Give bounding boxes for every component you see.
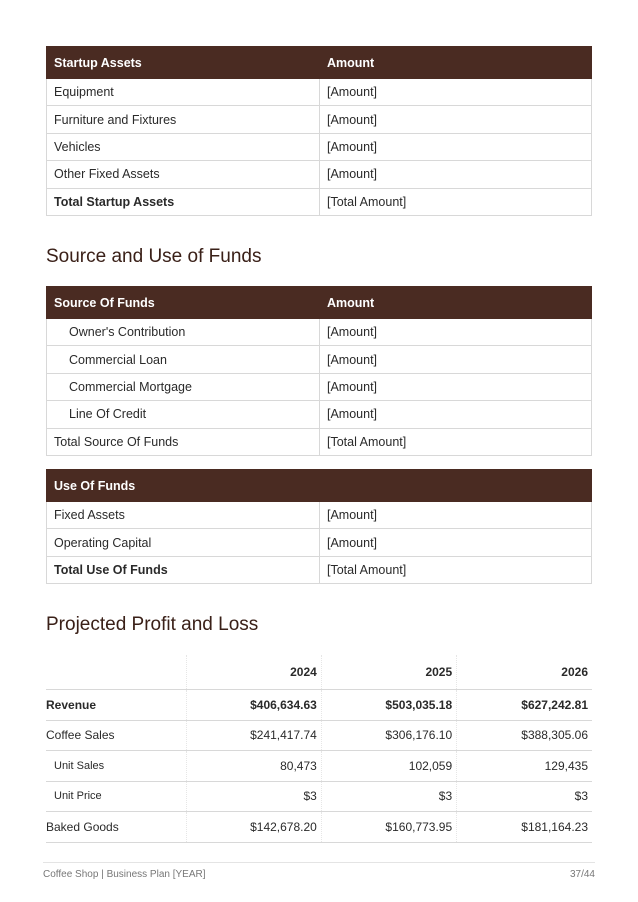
row-value: $406,634.63 — [186, 690, 321, 721]
column-header: Use Of Funds — [47, 470, 320, 502]
table-header-row — [47, 470, 592, 502]
table-row — [46, 690, 592, 721]
year-header: 2026 — [457, 655, 592, 690]
row-amount: [Amount] — [320, 502, 592, 529]
row-label: Operating Capital — [47, 529, 320, 556]
row-value: $388,305.06 — [457, 720, 592, 751]
table-row — [46, 812, 592, 843]
table-header-row — [47, 287, 592, 319]
table-row — [47, 502, 592, 529]
row-label: Other Fixed Assets — [47, 161, 320, 188]
row-amount: [Amount] — [320, 106, 592, 133]
column-header: Source Of Funds — [47, 287, 320, 319]
table-header-row — [46, 655, 592, 690]
footer-title: Coffee Shop | Business Plan [YEAR] — [43, 869, 206, 880]
row-value: 102,059 — [321, 751, 456, 782]
row-value: 129,435 — [457, 751, 592, 782]
table-row — [47, 161, 592, 188]
row-label: Commercial Loan — [47, 346, 320, 373]
row-value: $142,678.20 — [186, 812, 321, 843]
total-row — [47, 556, 592, 583]
row-value: $306,176.10 — [321, 720, 456, 751]
table-row — [47, 79, 592, 106]
column-header: Startup Assets — [47, 47, 320, 79]
year-header: 2025 — [321, 655, 456, 690]
row-label: Equipment — [47, 79, 320, 106]
page-number: 37/44 — [569, 869, 595, 880]
row-value: $3 — [457, 781, 592, 812]
row-amount: [Amount] — [320, 346, 592, 373]
row-label: Unit Price — [46, 781, 186, 812]
table-row — [47, 319, 592, 346]
row-label: Total Source Of Funds — [47, 428, 320, 455]
row-label: Furniture and Fixtures — [47, 106, 320, 133]
empty-header-cell — [46, 655, 186, 690]
total-row — [47, 188, 592, 215]
row-amount: [Total Amount] — [320, 428, 592, 455]
row-amount: [Amount] — [320, 401, 592, 428]
row-label: Coffee Sales — [46, 720, 186, 751]
section-heading: Source and Use of Funds — [46, 246, 262, 267]
table-row — [47, 373, 592, 400]
row-value: $241,417.74 — [186, 720, 321, 751]
table-row — [47, 529, 592, 556]
table-row — [47, 106, 592, 133]
table-header-row — [47, 47, 592, 79]
row-amount: [Amount] — [320, 373, 592, 400]
column-header: Amount — [320, 47, 592, 79]
row-amount: [Total Amount] — [320, 188, 592, 215]
column-header: Amount — [320, 287, 592, 319]
table-row — [47, 133, 592, 160]
row-value: $160,773.95 — [321, 812, 456, 843]
table-row — [46, 751, 592, 782]
row-label: Baked Goods — [46, 812, 186, 843]
table-row — [47, 346, 592, 373]
source-of-funds-table — [46, 286, 592, 456]
year-header: 2024 — [186, 655, 321, 690]
row-label: Unit Sales — [46, 751, 186, 782]
startup-assets-table — [46, 46, 592, 216]
row-value: $3 — [186, 781, 321, 812]
row-amount: [Amount] — [320, 79, 592, 106]
row-label: Fixed Assets — [47, 502, 320, 529]
row-label: Total Startup Assets — [47, 188, 320, 215]
row-value: 80,473 — [186, 751, 321, 782]
row-value: $3 — [321, 781, 456, 812]
row-value: $181,164.23 — [457, 812, 592, 843]
row-value: $503,035.18 — [321, 690, 456, 721]
row-amount: [Amount] — [320, 161, 592, 188]
row-label: Commercial Mortgage — [47, 373, 320, 400]
row-label: Total Use Of Funds — [47, 556, 320, 583]
row-amount: [Amount] — [320, 529, 592, 556]
row-label: Vehicles — [47, 133, 320, 160]
row-label: Line Of Credit — [47, 401, 320, 428]
row-label: Revenue — [46, 690, 186, 721]
row-amount: [Amount] — [320, 133, 592, 160]
profit-loss-table — [46, 655, 592, 843]
row-value: $627,242.81 — [457, 690, 592, 721]
page-footer — [43, 862, 595, 880]
table-row — [47, 401, 592, 428]
row-amount: [Total Amount] — [320, 556, 592, 583]
row-amount: [Amount] — [320, 319, 592, 346]
use-of-funds-table — [46, 469, 592, 584]
section-heading: Projected Profit and Loss — [46, 614, 259, 635]
total-row — [47, 428, 592, 455]
row-label: Owner's Contribution — [47, 319, 320, 346]
table-row — [46, 720, 592, 751]
column-header — [320, 470, 592, 502]
table-row — [46, 781, 592, 812]
